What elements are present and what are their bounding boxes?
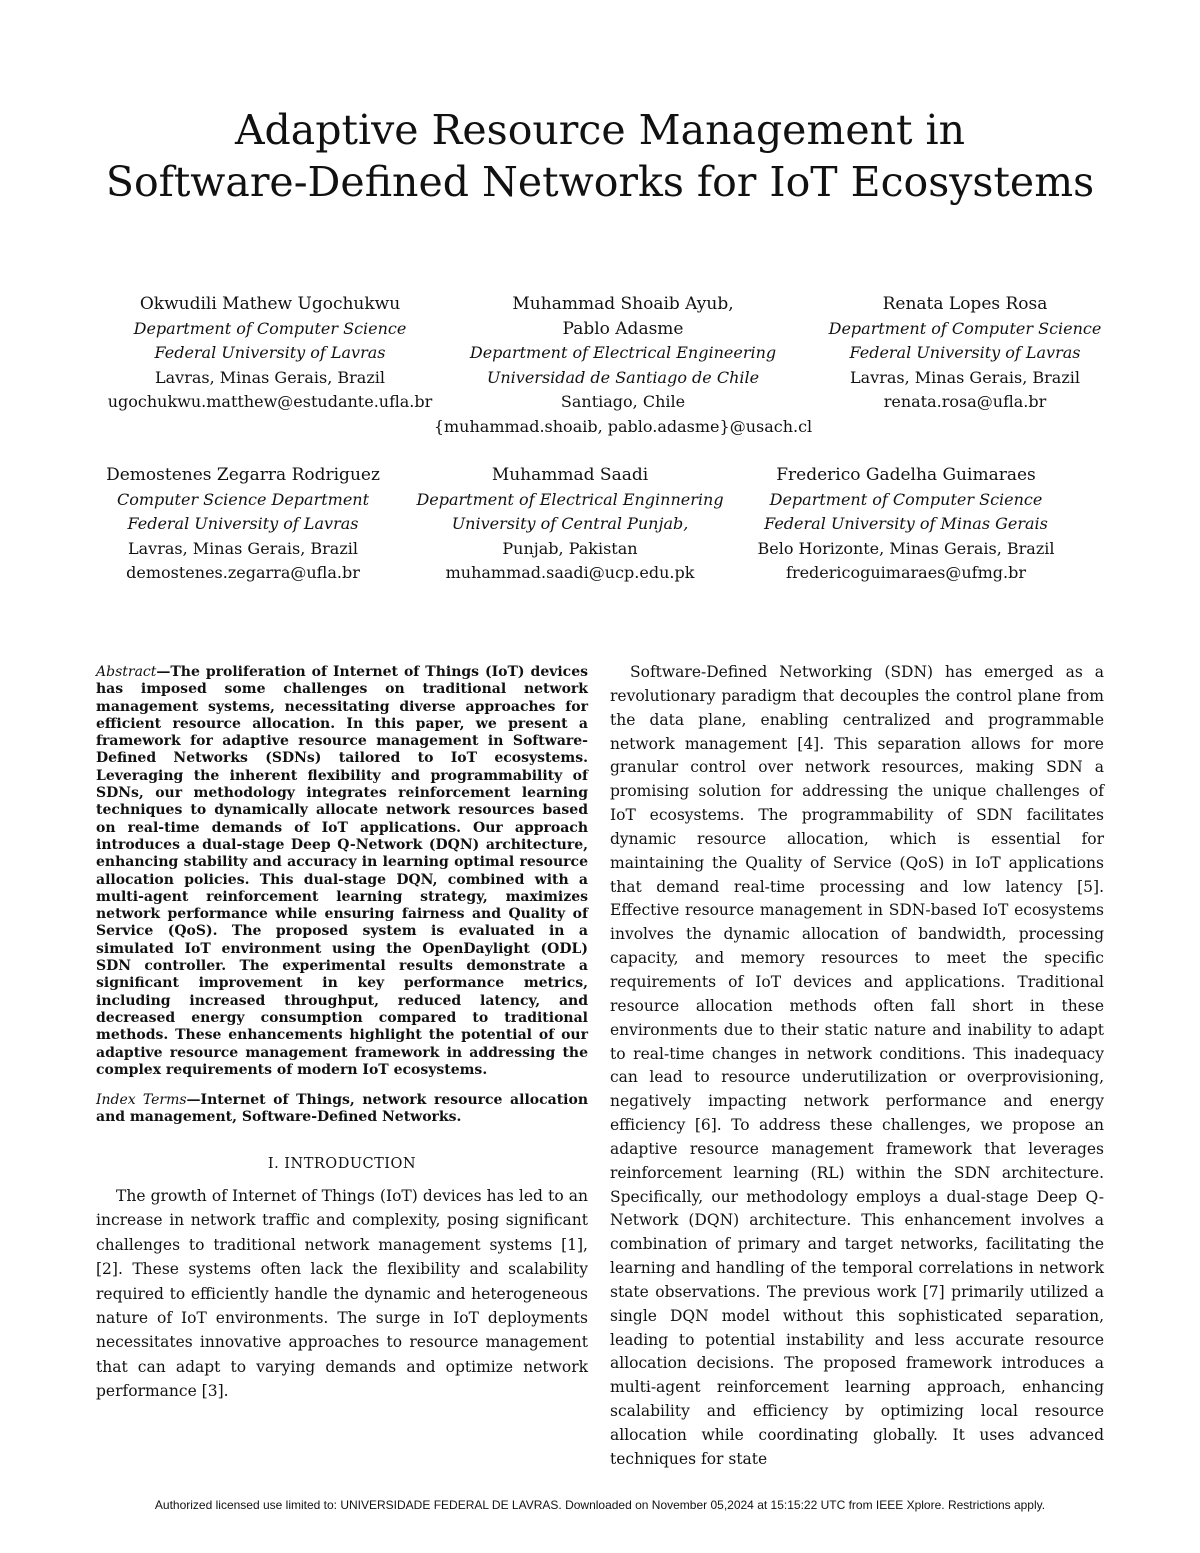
author-inst: University of Central Punjab, xyxy=(451,514,689,533)
author-location: Santiago, Chile xyxy=(560,392,686,411)
author-location: Lavras, Minas Gerais, Brazil xyxy=(850,367,1080,387)
author-block-6 xyxy=(736,463,1076,586)
author-block-5 xyxy=(400,463,740,586)
author-inst: Federal University of Lavras xyxy=(849,343,1081,362)
paper-title xyxy=(0,104,1200,208)
abstract-text: —The proliferation of Internet of Things (IoT) devices has imposed some challenges on traditional network management systems, necessitating diverse approaches for efficient resource allocation. In this paper, we present a framework for adaptive resource management in Software-Defined Networks (SDNs) tailored to IoT ecosystems. Leveraging the inherent flexibility and programmability of SDNs, our methodology integrates reinforcement learning techniques to dynamically allocate network resources based on real-time demands of IoT applications. Our approach introduces a dual-stage Deep Q-Network (DQN) architecture, enhancing stability and accuracy in learning optimal resource allocation policies. This dual-stage DQN, combined with a multi-agent reinforcement learning strategy, maximizes network performance while ensuring fairness and Quality of Service (QoS). The proposed system is evaluated in a simulated IoT environment using the OpenDaylight (ODL) SDN controller. The experimental results demonstrate a significant improvement in key performance metrics, including increased throughput, reduced latency, and decreased energy consumption compared to traditional methods. These enhancements highlight the potential of our adaptive resource management framework in addressing the complex requirements of modern IoT ecosystems. xyxy=(96,664,588,1078)
author-block-3 xyxy=(810,292,1120,415)
author-inst: Universidad de Santiago de Chile xyxy=(486,367,760,387)
author-dept: Department of Electrical Enginnering xyxy=(416,489,724,509)
author-name: Muhammad Saadi xyxy=(491,465,649,485)
author-dept: Department of Computer Science xyxy=(828,318,1102,338)
author-inst: Federal University of Lavras xyxy=(127,514,359,533)
title-line-2: Software-Defined Networks for IoT Ecosystems xyxy=(105,158,1095,206)
intro-paragraph: The growth of Internet of Things (IoT) devices has led to an increase in network traffic and complexity, posing significant challenges to traditional network management systems [1], [2]. These systems often lack the flexibility and scalability required to efficiently handle the dynamic and heterogeneous nature of IoT environments. The surge in IoT deployments necessitates innovative approaches to resource management that can adapt to varying demands and optimize network performance [3]. xyxy=(96,1187,588,1401)
author-block-4 xyxy=(80,463,406,586)
footer-notice: Authorized licensed use limited to: UNIVERSIDADE FEDERAL DE LAVRAS. Downloaded on November 05,2024 at 15:15:22 UTC from IEEE Xplore. Restrictions apply. xyxy=(154,1498,1046,1512)
author-location: Lavras, Minas Gerais, Brazil xyxy=(155,367,385,387)
author-email: {muhammad.shoaib, pablo.adasme}@usach.cl xyxy=(433,416,813,436)
author-location: Belo Horizonte, Minas Gerais, Brazil xyxy=(757,538,1055,558)
author-email: renata.rosa@ufla.br xyxy=(883,392,1047,411)
author-email: demostenes.zegarra@ufla.br xyxy=(126,563,360,582)
author-name: Renata Lopes Rosa xyxy=(882,294,1048,314)
author-name: Frederico Gadelha Guimaraes xyxy=(776,465,1036,485)
abstract xyxy=(96,664,588,1079)
right-column-paragraph: Software-Defined Networking (SDN) has emerged as a revolutionary paradigm that decouples the control plane from the data plane, enabling centralized and programmable network management [4]. This separation allows for more granular control over network resources, making SDN a promising solution for addressing the unique challenges of IoT ecosystems. The programmability of SDN facilitates dynamic resource allocation, which is essential for maintaining the Quality of Service (QoS) in IoT applications that demand real-time processing and low latency [5]. Effective resource management in SDN-based IoT ecosystems involves the dynamic allocation of bandwidth, processing capacity, and memory resources to meet the specific requirements of IoT devices and applications. Traditional resource allocation methods often fall short in these environments due to their static nature and inability to adapt to real-time changes in network conditions. This inadequacy can lead to resource underutilization or overprovisioning, negatively impacting network performance and energy efficiency [6]. To address these challenges, we propose an adaptive resource management framework that leverages reinforcement learning (RL) within the SDN architecture. Specifically, our methodology employs a dual-stage Deep Q-Network (DQN) architecture. This enhancement involves a combination of primary and target networks, facilitating the learning and handling of the temporal correlations in network state observations. The previous work [7] primarily utilized a single DQN model without this sophisticated separation, leading to potential instability and less accurate resource allocation decisions. The proposed framework introduces a multi-agent reinforcement learning approach, enhancing scalability and efficiency by optimizing local resource allocation while coordinating globally. It uses advanced techniques for state xyxy=(610,663,1104,1468)
section-heading: I. INTRODUCTION xyxy=(267,1156,417,1172)
author-email: muhammad.saadi@ucp.edu.pk xyxy=(445,563,695,582)
author-dept: Department of Electrical Engineering xyxy=(469,343,777,362)
author-email: ugochukwu.matthew@estudante.ufla.br xyxy=(107,392,433,411)
abstract-label: Abstract xyxy=(96,664,157,680)
author-name: Okwudili Mathew Ugochukwu xyxy=(139,294,401,314)
author-block-1 xyxy=(95,292,445,415)
index-terms xyxy=(96,1092,588,1127)
author-block-2 xyxy=(415,292,831,439)
author-location: Punjab, Pakistan xyxy=(502,538,638,558)
author-inst: Federal University of Lavras xyxy=(154,343,386,362)
author-name: Muhammad Shoaib Ayub, xyxy=(512,294,734,314)
title-line-1: Adaptive Resource Management in xyxy=(234,106,966,154)
author-dept: Department of Computer Science xyxy=(769,489,1043,509)
index-terms-text: —Internet of Things, network resource allocation and management, Software-Defined Networks. xyxy=(96,1092,588,1126)
author-dept: Department of Computer Science xyxy=(133,318,407,338)
author-location: Lavras, Minas Gerais, Brazil xyxy=(128,538,358,558)
author-email: fredericoguimaraes@ufmg.br xyxy=(786,563,1026,582)
author-dept: Computer Science Department xyxy=(116,489,370,509)
index-terms-label: Index Terms xyxy=(96,1092,187,1108)
author-inst: Federal University of Minas Gerais xyxy=(764,514,1048,533)
author-name: Demostenes Zegarra Rodriguez xyxy=(106,465,380,485)
author-name-2: Pablo Adasme xyxy=(562,318,684,339)
